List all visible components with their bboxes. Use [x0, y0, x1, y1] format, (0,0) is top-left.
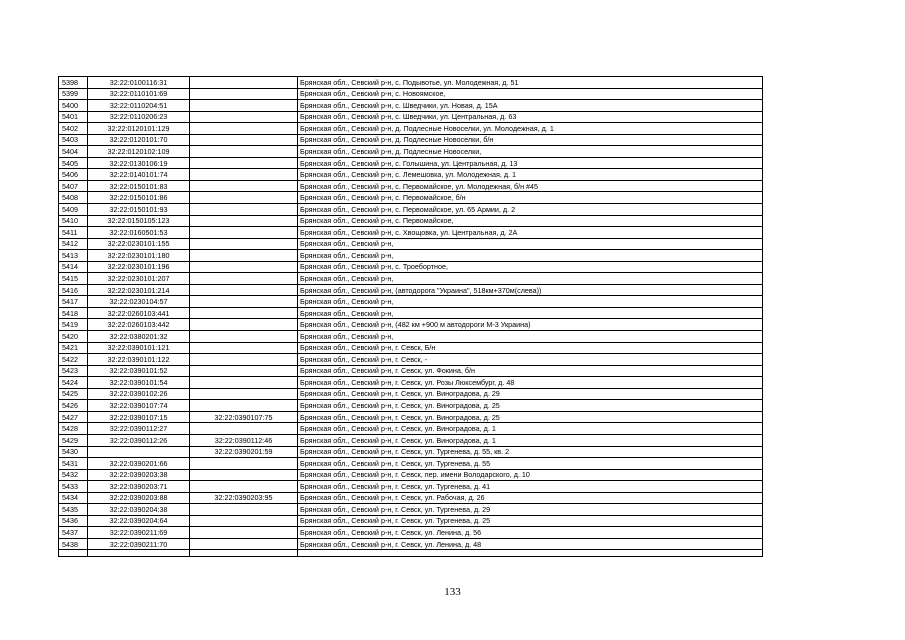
- cadastral-number-cell: 32:22:0390112:27: [88, 423, 190, 435]
- row-number-cell: 5406: [59, 169, 88, 181]
- cadastral-number-cell: 32:22:0110204:51: [88, 100, 190, 112]
- row-number-cell: 5438: [59, 538, 88, 550]
- table-row: [59, 354, 763, 366]
- row-number-cell: 5416: [59, 284, 88, 296]
- row-number-cell: 5408: [59, 192, 88, 204]
- table-row: [59, 88, 763, 100]
- address-cell: Брянская обл., Севский р-н,: [298, 331, 763, 343]
- previous-number-cell: [190, 307, 298, 319]
- cadastral-number-cell: 32:22:0140101:74: [88, 169, 190, 181]
- table-row: [59, 157, 763, 169]
- row-number-cell: 5423: [59, 365, 88, 377]
- row-number-cell: 5418: [59, 307, 88, 319]
- row-number-cell: 5400: [59, 100, 88, 112]
- previous-number-cell: [190, 527, 298, 539]
- row-number-cell: 5420: [59, 331, 88, 343]
- address-cell: Брянская обл., Севский р-н, д. Подлесные Новоселки, ул. Молодежная, д. 1: [298, 123, 763, 135]
- row-number-cell: 5409: [59, 204, 88, 216]
- table-row: [59, 146, 763, 158]
- cadastral-number-cell: 32:22:0120101:129: [88, 123, 190, 135]
- previous-number-cell: [190, 458, 298, 470]
- previous-number-cell: [190, 296, 298, 308]
- table-row: [59, 423, 763, 435]
- empty-cell: [190, 550, 298, 557]
- previous-number-cell: [190, 504, 298, 516]
- registry-table: [58, 76, 763, 557]
- previous-number-cell: [190, 377, 298, 389]
- address-cell: Брянская обл., Севский р-н, г. Севск, ул. Фокина, б/н: [298, 365, 763, 377]
- registry-table-body: [59, 77, 763, 557]
- cadastral-number-cell: 32:22:0390211:69: [88, 527, 190, 539]
- cadastral-number-cell: 32:22:0390101:121: [88, 342, 190, 354]
- table-row: [59, 527, 763, 539]
- address-cell: Брянская обл., Севский р-н, (автодорога "Украина", 518км+370м(слева)): [298, 284, 763, 296]
- row-number-cell: 5429: [59, 434, 88, 446]
- row-number-cell: 5399: [59, 88, 88, 100]
- previous-number-cell: [190, 111, 298, 123]
- row-number-cell: 5419: [59, 319, 88, 331]
- previous-number-cell: [190, 388, 298, 400]
- previous-number-cell: [190, 481, 298, 493]
- table-row: [59, 215, 763, 227]
- row-number-cell: 5422: [59, 354, 88, 366]
- row-number-cell: 5432: [59, 469, 88, 481]
- address-cell: Брянская обл., Севский р-н, г. Севск, ул. Виноградова, д. 25: [298, 400, 763, 412]
- previous-number-cell: 32:22:0390201:59: [190, 446, 298, 458]
- previous-number-cell: 32:22:0390107:75: [190, 411, 298, 423]
- row-number-cell: 5410: [59, 215, 88, 227]
- table-row: [59, 123, 763, 135]
- previous-number-cell: [190, 204, 298, 216]
- address-cell: Брянская обл., Севский р-н, с. Первомайское, ул. 65 Армии, д. 2: [298, 204, 763, 216]
- previous-number-cell: [190, 88, 298, 100]
- table-row: [59, 504, 763, 516]
- table-row: [59, 492, 763, 504]
- row-number-cell: 5402: [59, 123, 88, 135]
- table-row: [59, 192, 763, 204]
- cadastral-number-cell: 32:22:0390107:74: [88, 400, 190, 412]
- cadastral-number-cell: 32:22:0120101:70: [88, 134, 190, 146]
- row-number-cell: 5412: [59, 238, 88, 250]
- table-row: [59, 100, 763, 112]
- previous-number-cell: [190, 284, 298, 296]
- cadastral-number-cell: 32:22:0110206:23: [88, 111, 190, 123]
- address-cell: Брянская обл., Севский р-н,: [298, 250, 763, 262]
- cadastral-number-cell: 32:22:0110101:69: [88, 88, 190, 100]
- address-cell: Брянская обл., Севский р-н, с. Первомайское, б/н: [298, 192, 763, 204]
- previous-number-cell: [190, 180, 298, 192]
- row-number-cell: 5431: [59, 458, 88, 470]
- previous-number-cell: [190, 515, 298, 527]
- table-row: [59, 227, 763, 239]
- table-row: [59, 515, 763, 527]
- previous-number-cell: [190, 342, 298, 354]
- previous-number-cell: [190, 400, 298, 412]
- address-cell: Брянская обл., Севский р-н, с. Хвощовка, ул. Центральная, д. 2А: [298, 227, 763, 239]
- previous-number-cell: [190, 215, 298, 227]
- address-cell: Брянская обл., Севский р-н, г. Севск, ул. Тургенева, д. 41: [298, 481, 763, 493]
- cadastral-number-cell: 32:22:0390101:122: [88, 354, 190, 366]
- address-cell: Брянская обл., Севский р-н, с. Шведчики, ул. Новая, д. 15А: [298, 100, 763, 112]
- previous-number-cell: [190, 354, 298, 366]
- table-row: [59, 134, 763, 146]
- empty-cell: [88, 550, 190, 557]
- cadastral-number-cell: 32:22:0390201:66: [88, 458, 190, 470]
- row-number-cell: 5415: [59, 273, 88, 285]
- row-number-cell: 5433: [59, 481, 88, 493]
- row-number-cell: 5398: [59, 77, 88, 89]
- empty-cell: [59, 550, 88, 557]
- table-row: [59, 204, 763, 216]
- cadastral-number-cell: 32:22:0160501:53: [88, 227, 190, 239]
- table-row: [59, 434, 763, 446]
- address-cell: Брянская обл., Севский р-н,: [298, 307, 763, 319]
- address-cell: Брянская обл., Севский р-н, г. Севск, Б/н: [298, 342, 763, 354]
- row-number-cell: 5430: [59, 446, 88, 458]
- cadastral-number-cell: 32:22:0390203:71: [88, 481, 190, 493]
- address-cell: Брянская обл., Севский р-н, г. Севск, ул. Ленина, д. 56: [298, 527, 763, 539]
- empty-cell: [298, 550, 763, 557]
- address-cell: Брянская обл., Севский р-н, г. Севск, -: [298, 354, 763, 366]
- table-row: [59, 377, 763, 389]
- cadastral-number-cell: 32:22:0120102:109: [88, 146, 190, 158]
- table-bottom-margin-row: [59, 550, 763, 557]
- previous-number-cell: [190, 250, 298, 262]
- cadastral-number-cell: 32:22:0150101:83: [88, 180, 190, 192]
- address-cell: Брянская обл., Севский р-н,: [298, 238, 763, 250]
- address-cell: Брянская обл., Севский р-н, с. Первомайское, ул. Молодежная, б/н #45: [298, 180, 763, 192]
- address-cell: Брянская обл., Севский р-н, г. Севск, пер. имени Володарского, д. 10: [298, 469, 763, 481]
- cadastral-number-cell: 32:22:0390101:54: [88, 377, 190, 389]
- row-number-cell: 5417: [59, 296, 88, 308]
- address-cell: Брянская обл., Севский р-н, г. Севск, ул. Тургенева, д. 55, кв. 2: [298, 446, 763, 458]
- table-row: [59, 238, 763, 250]
- previous-number-cell: [190, 157, 298, 169]
- address-cell: Брянская обл., Севский р-н, с. Троебортное,: [298, 261, 763, 273]
- table-row: [59, 250, 763, 262]
- table-row: [59, 180, 763, 192]
- address-cell: Брянская обл., Севский р-н, с. Подывотье, ул. Молодежная, д. 51: [298, 77, 763, 89]
- previous-number-cell: [190, 123, 298, 135]
- previous-number-cell: 32:22:0390203:95: [190, 492, 298, 504]
- row-number-cell: 5436: [59, 515, 88, 527]
- page-number: 133: [444, 586, 461, 598]
- address-cell: Брянская обл., Севский р-н, с. Лемешовка, ул. Молодежная, д. 1: [298, 169, 763, 181]
- cadastral-number-cell: 32:22:0230101:155: [88, 238, 190, 250]
- table-row: [59, 284, 763, 296]
- table-row: [59, 331, 763, 343]
- address-cell: Брянская обл., Севский р-н, г. Севск, ул. Тургенева, д. 55: [298, 458, 763, 470]
- address-cell: Брянская обл., Севский р-н, г. Севск, ул. Розы Люксембург, д. 48: [298, 377, 763, 389]
- table-row: [59, 319, 763, 331]
- cadastral-number-cell: 32:22:0390112:26: [88, 434, 190, 446]
- cadastral-number-cell: 32:22:0150105:123: [88, 215, 190, 227]
- table-row: [59, 481, 763, 493]
- previous-number-cell: [190, 169, 298, 181]
- table-row: [59, 261, 763, 273]
- row-number-cell: 5405: [59, 157, 88, 169]
- table-row: [59, 342, 763, 354]
- cadastral-number-cell: 32:22:0390102:26: [88, 388, 190, 400]
- row-number-cell: 5407: [59, 180, 88, 192]
- table-row: [59, 469, 763, 481]
- address-cell: Брянская обл., Севский р-н, с. Новоямское,: [298, 88, 763, 100]
- previous-number-cell: [190, 469, 298, 481]
- previous-number-cell: [190, 423, 298, 435]
- previous-number-cell: [190, 238, 298, 250]
- address-cell: Брянская обл., Севский р-н, г. Севск, ул. Тургенева, д. 25: [298, 515, 763, 527]
- address-cell: Брянская обл., Севский р-н, г. Севск, ул. Виноградова, д. 1: [298, 423, 763, 435]
- table-row: [59, 307, 763, 319]
- row-number-cell: 5404: [59, 146, 88, 158]
- row-number-cell: 5403: [59, 134, 88, 146]
- cadastral-number-cell: 32:22:0390107:15: [88, 411, 190, 423]
- table-row: [59, 111, 763, 123]
- previous-number-cell: [190, 538, 298, 550]
- cadastral-number-cell: 32:22:0390211:70: [88, 538, 190, 550]
- address-cell: Брянская обл., Севский р-н, с. Голышина, ул. Центральная, д. 13: [298, 157, 763, 169]
- row-number-cell: 5424: [59, 377, 88, 389]
- table-row: [59, 365, 763, 377]
- cadastral-number-cell: 32:22:0380201:32: [88, 331, 190, 343]
- previous-number-cell: [190, 134, 298, 146]
- row-number-cell: 5401: [59, 111, 88, 123]
- previous-number-cell: [190, 227, 298, 239]
- address-cell: Брянская обл., Севский р-н, г. Севск, ул. Виноградова, д. 25: [298, 411, 763, 423]
- row-number-cell: 5421: [59, 342, 88, 354]
- table-row: [59, 538, 763, 550]
- address-cell: Брянская обл., Севский р-н, с. Шведчики, ул. Центральная, д. 63: [298, 111, 763, 123]
- cadastral-number-cell: 32:22:0230101:214: [88, 284, 190, 296]
- cadastral-number-cell: 32:22:0390101:52: [88, 365, 190, 377]
- cadastral-number-cell: 32:22:0230101:207: [88, 273, 190, 285]
- address-cell: Брянская обл., Севский р-н, (482 км +900 м автодороги М-3 Украина): [298, 319, 763, 331]
- cadastral-number-cell: 32:22:0230104:57: [88, 296, 190, 308]
- row-number-cell: 5437: [59, 527, 88, 539]
- previous-number-cell: [190, 146, 298, 158]
- previous-number-cell: [190, 261, 298, 273]
- cadastral-number-cell: 32:22:0390204:64: [88, 515, 190, 527]
- cadastral-number-cell: 32:22:0390203:38: [88, 469, 190, 481]
- table-row: [59, 169, 763, 181]
- table-row: [59, 296, 763, 308]
- address-cell: Брянская обл., Севский р-н, с. Первомайское,: [298, 215, 763, 227]
- row-number-cell: 5435: [59, 504, 88, 516]
- row-number-cell: 5428: [59, 423, 88, 435]
- cadastral-number-cell: 32:22:0230101:196: [88, 261, 190, 273]
- row-number-cell: 5425: [59, 388, 88, 400]
- address-cell: Брянская обл., Севский р-н,: [298, 273, 763, 285]
- address-cell: Брянская обл., Севский р-н, г. Севск, ул. Ленина, д. 48: [298, 538, 763, 550]
- previous-number-cell: [190, 77, 298, 89]
- address-cell: Брянская обл., Севский р-н,: [298, 296, 763, 308]
- table-row: [59, 458, 763, 470]
- table-row: [59, 388, 763, 400]
- cadastral-number-cell: 32:22:0260103:441: [88, 307, 190, 319]
- cadastral-number-cell: 32:22:0390204:38: [88, 504, 190, 516]
- row-number-cell: 5427: [59, 411, 88, 423]
- cadastral-number-cell: 32:22:0100116:31: [88, 77, 190, 89]
- table-row: [59, 273, 763, 285]
- address-cell: Брянская обл., Севский р-н, д. Подлесные Новоселки,: [298, 146, 763, 158]
- row-number-cell: 5411: [59, 227, 88, 239]
- address-cell: Брянская обл., Севский р-н, г. Севск, ул. Виноградова, д. 1: [298, 434, 763, 446]
- cadastral-number-cell: 32:22:0260103:442: [88, 319, 190, 331]
- previous-number-cell: [190, 192, 298, 204]
- address-cell: Брянская обл., Севский р-н, г. Севск, ул. Тургенева, д. 29: [298, 504, 763, 516]
- row-number-cell: 5426: [59, 400, 88, 412]
- cadastral-number-cell: [88, 446, 190, 458]
- address-cell: Брянская обл., Севский р-н, г. Севск, ул. Виноградова, д. 29: [298, 388, 763, 400]
- previous-number-cell: [190, 100, 298, 112]
- row-number-cell: 5413: [59, 250, 88, 262]
- address-cell: Брянская обл., Севский р-н, д. Подлесные Новоселки, б/н: [298, 134, 763, 146]
- previous-number-cell: [190, 273, 298, 285]
- table-row: [59, 446, 763, 458]
- cadastral-number-cell: 32:22:0230101:180: [88, 250, 190, 262]
- row-number-cell: 5414: [59, 261, 88, 273]
- address-cell: Брянская обл., Севский р-н, г. Севск, ул. Рабочая, д. 26: [298, 492, 763, 504]
- row-number-cell: 5434: [59, 492, 88, 504]
- previous-number-cell: [190, 365, 298, 377]
- table-row: [59, 400, 763, 412]
- previous-number-cell: 32:22:0390112:46: [190, 434, 298, 446]
- cadastral-number-cell: 32:22:0390203:88: [88, 492, 190, 504]
- cadastral-number-cell: 32:22:0150101:86: [88, 192, 190, 204]
- table-row: [59, 411, 763, 423]
- previous-number-cell: [190, 319, 298, 331]
- previous-number-cell: [190, 331, 298, 343]
- table-row: [59, 77, 763, 89]
- cadastral-number-cell: 32:22:0150101:93: [88, 204, 190, 216]
- cadastral-number-cell: 32:22:0130106:19: [88, 157, 190, 169]
